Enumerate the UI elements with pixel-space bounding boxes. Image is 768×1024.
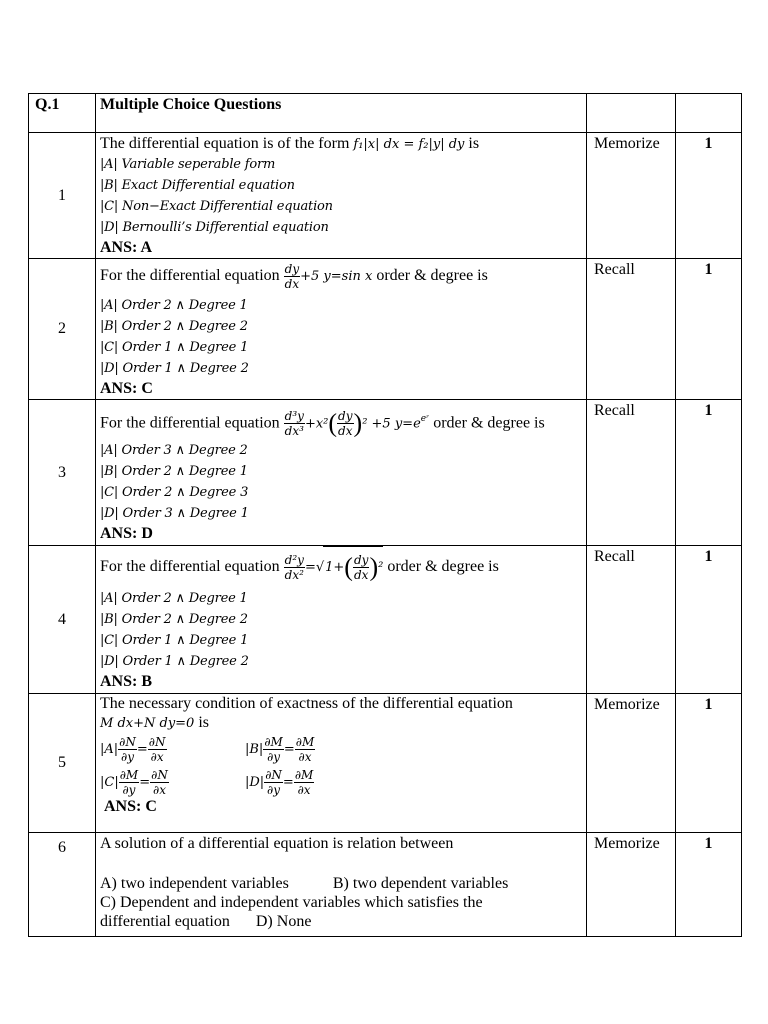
marks: 1 xyxy=(676,400,742,546)
fraction-d2y-dx2: $\frac{\text{d²y}}{\text{dx²}}$ xyxy=(284,552,304,582)
option-d: |D| Order 1 ∧ Degree 2 xyxy=(100,361,249,376)
cognitive-level: Memorize xyxy=(587,133,676,259)
marks: 1 xyxy=(676,694,742,833)
question-row-4 xyxy=(29,546,742,694)
question-row-5 xyxy=(29,694,742,833)
question-body xyxy=(96,400,587,546)
question-math: +5 y=sin x xyxy=(300,269,373,284)
option-c-cont: differential equation xyxy=(100,913,230,930)
option-b: B) two dependent variables xyxy=(332,875,509,892)
question-suffix: order & degree is xyxy=(429,414,545,432)
option-c: C) Dependent and independent variables which satisfies the xyxy=(100,894,483,911)
question-row-1 xyxy=(29,133,742,259)
option-a: |A| Variable seperable form xyxy=(100,157,276,172)
cognitive-level: Memorize xyxy=(587,833,676,937)
question-text: A solution of a differential equation is relation between xyxy=(100,835,454,852)
option-d: D) None xyxy=(255,913,312,930)
option-b: |B| Order 2 ∧ Degree 1 xyxy=(100,464,248,479)
option-c: |C| Order 2 ∧ Degree 3 xyxy=(100,485,249,500)
question-number: 3 xyxy=(29,400,96,546)
question-math-tail: ² +5 y=e xyxy=(362,416,421,432)
paren-open: ( xyxy=(328,408,338,438)
question-suffix: is xyxy=(194,714,209,731)
question-math-mid: +x² xyxy=(304,416,329,432)
answer: ANS: B xyxy=(100,673,153,690)
cognitive-level: Recall xyxy=(587,546,676,694)
option-d: |D| Bernoulli’s Differential equation xyxy=(100,220,329,235)
question-row-6 xyxy=(29,833,742,937)
question-number: 6 xyxy=(29,833,96,937)
question-suffix: order & degree is xyxy=(383,558,499,575)
option-a: |A| Order 2 ∧ Degree 1 xyxy=(100,298,248,313)
question-suffix: order & degree is xyxy=(372,267,488,284)
question-table xyxy=(28,93,742,937)
question-body xyxy=(96,694,587,833)
question-number: 2 xyxy=(29,259,96,400)
question-text: For the differential equation xyxy=(100,267,284,284)
question-text: The necessary condition of exactness of the differential equation xyxy=(100,695,513,712)
header-blank-level xyxy=(587,94,676,133)
exponent: eʳ xyxy=(420,414,430,424)
option-b: |B| Order 2 ∧ Degree 2 xyxy=(100,612,248,627)
option-c: |C| $\frac{\partial M}{\partial y}$ = $\frac{\partial N}{\partial x}$ xyxy=(100,768,168,797)
option-c: |C| Order 1 ∧ Degree 1 xyxy=(100,340,249,355)
question-number: 4 xyxy=(29,546,96,694)
question-row-2 xyxy=(29,259,742,400)
fraction-dy-dx: $\frac{dy}{dx}$ xyxy=(284,261,300,291)
option-b: |B| Order 2 ∧ Degree 2 xyxy=(100,319,248,334)
answer: ANS: A xyxy=(100,239,153,256)
question-number: 1 xyxy=(29,133,96,259)
cognitive-level: Recall xyxy=(587,400,676,546)
answer: ANS: D xyxy=(100,525,153,542)
question-math: f₁|x| dx = f₂|y| dy xyxy=(353,137,465,152)
question-row-3 xyxy=(29,400,742,546)
answer: ANS: C xyxy=(100,380,153,397)
paren-close: ) xyxy=(353,408,363,438)
cognitive-level: Memorize xyxy=(587,694,676,833)
header-blank-marks xyxy=(676,94,742,133)
question-text: The differential equation is of the form xyxy=(100,135,354,152)
header-qno: Q.1 xyxy=(29,94,96,133)
question-math: M dx+N dy=0 xyxy=(100,716,195,731)
question-text: For the differential equation xyxy=(100,414,284,432)
question-body xyxy=(96,546,587,694)
option-d: |D| $\frac{\partial N}{\partial y}$ = $\frac{\partial M}{\partial x}$ xyxy=(245,768,314,797)
question-number: 5 xyxy=(29,694,96,833)
marks: 1 xyxy=(676,833,742,937)
option-a: |A| Order 3 ∧ Degree 2 xyxy=(100,443,248,458)
option-c: |C| Order 1 ∧ Degree 1 xyxy=(100,633,249,648)
header-row xyxy=(29,94,742,133)
option-a: A) two independent variables xyxy=(100,875,289,892)
marks: 1 xyxy=(676,546,742,694)
header-title: Multiple Choice Questions xyxy=(96,94,587,133)
option-d: |D| Order 1 ∧ Degree 2 xyxy=(100,654,249,669)
cognitive-level: Recall xyxy=(587,259,676,400)
answer: ANS: C xyxy=(104,798,157,815)
question-body xyxy=(96,259,587,400)
fraction-d3y-dx3: $\frac{\text{d³y}}{\text{dx³}}$ xyxy=(284,409,304,439)
question-text: For the differential equation xyxy=(100,558,284,575)
option-a: |A| Order 2 ∧ Degree 1 xyxy=(100,591,248,606)
question-body xyxy=(96,133,587,259)
option-c: |C| Non−Exact Differential equation xyxy=(100,199,333,214)
question-suffix: is xyxy=(464,135,480,152)
question-body xyxy=(96,833,587,937)
sqrt-sign: =√ xyxy=(304,560,325,575)
marks: 1 xyxy=(676,133,742,259)
marks: 1 xyxy=(676,259,742,400)
fraction-dy-dx: $\frac{dy}{dx}$ xyxy=(338,409,353,439)
option-b: |B| $\frac{\partial M}{\partial y}$ = $\frac{\partial M}{\partial x}$ xyxy=(245,735,315,764)
option-a: |A| $\frac{\partial N}{\partial y}$ = $\frac{\partial N}{\partial x}$ xyxy=(100,735,166,764)
sqrt-radicand: 1+( $\frac{dy}{dx}$ )² xyxy=(323,546,383,588)
option-b: |B| Exact Differential equation xyxy=(100,178,295,193)
option-d: |D| Order 3 ∧ Degree 1 xyxy=(100,506,249,521)
